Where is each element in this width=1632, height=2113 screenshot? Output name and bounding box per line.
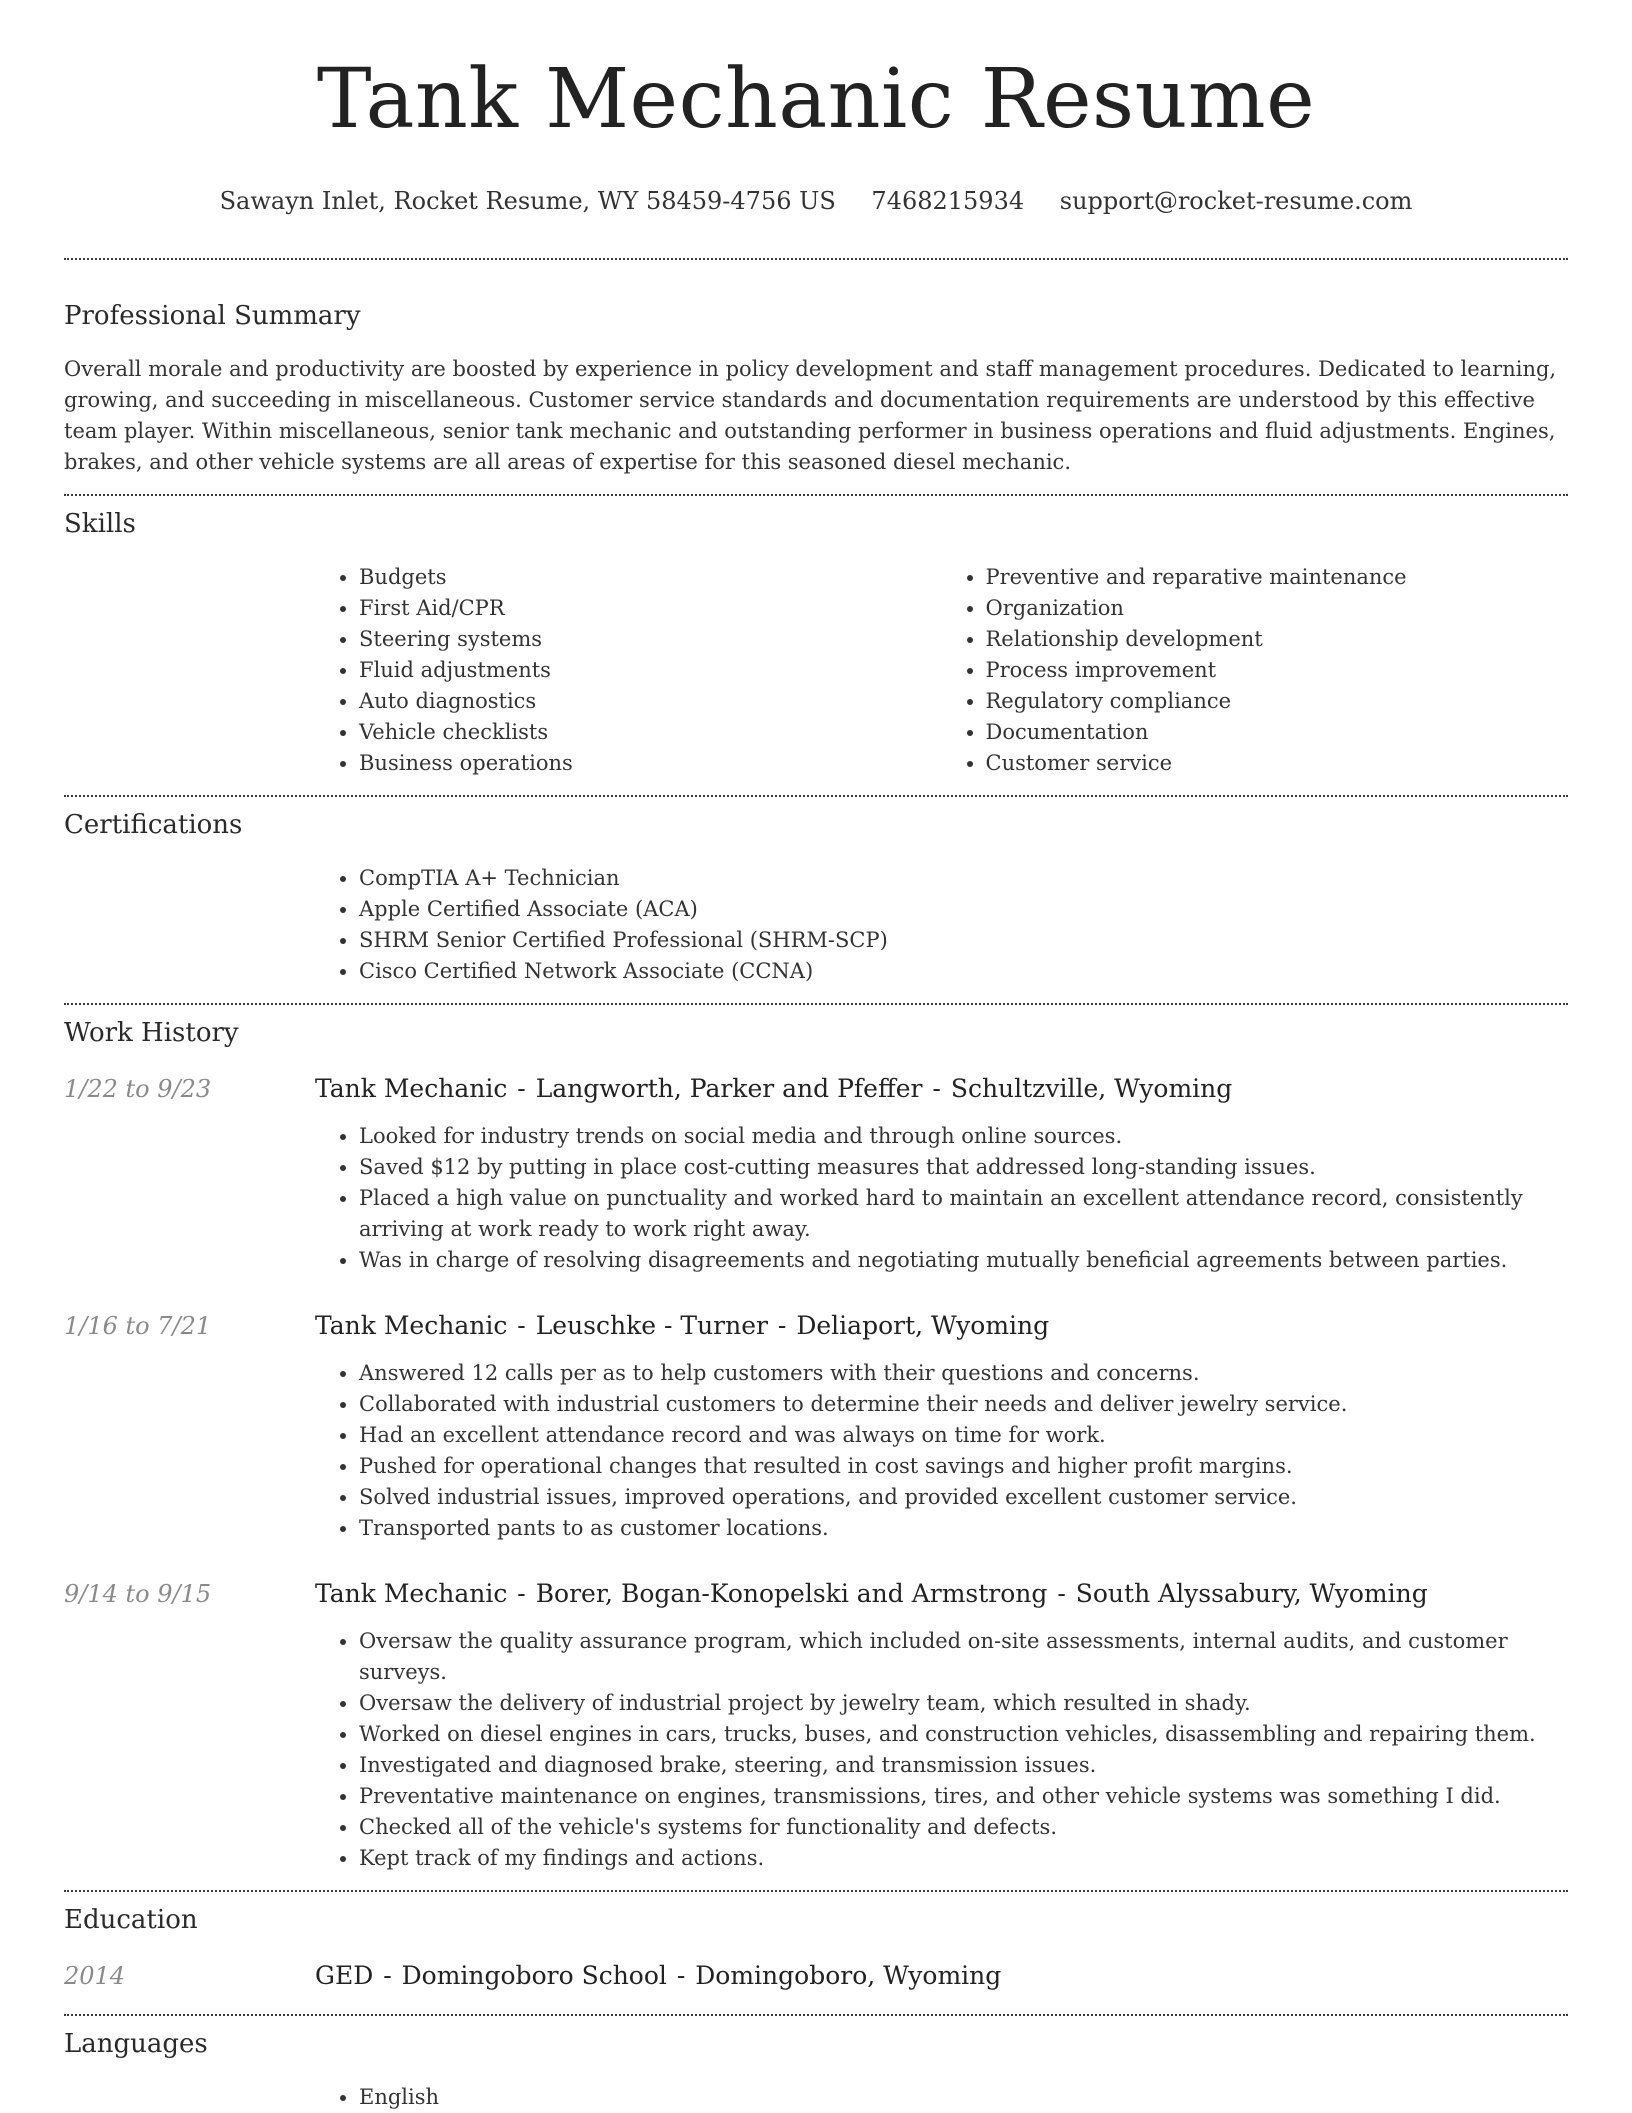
skill-item: • Documentation (986, 717, 1569, 748)
skill-item: • Steering systems (359, 624, 942, 655)
job-bullet: • Checked all of the vehicle's systems for functionality and defects. (359, 1812, 1568, 1843)
languages-section (64, 2028, 1568, 2113)
job-bullets (315, 1121, 1568, 1276)
job-bullet: • Oversaw the delivery of industrial project by jewelry team, which resulted in shady. (359, 1688, 1568, 1719)
job-bullet: • Saved $12 by putting in place cost-cutting measures that addressed long-standing issues. (359, 1152, 1568, 1183)
job-bullet: • Transported pants to as customer locations. (359, 1513, 1568, 1544)
job-location: South Alyssabury, Wyoming (1075, 1579, 1428, 1608)
skill-item: • Business operations (359, 748, 942, 779)
job-bullet: • Answered 12 calls per as to help customers with their questions and concerns. (359, 1358, 1568, 1389)
job-heading: Tank Mechanic - Langworth, Parker and Pfeffer - Schultzville, Wyoming (315, 1074, 1233, 1103)
certifications-list (315, 863, 1568, 987)
resume-title: Tank Mechanic Resume (316, 52, 1316, 147)
education-location: Domingoboro, Wyoming (695, 1961, 1002, 1990)
languages-heading: Languages (64, 2029, 208, 2059)
divider (64, 258, 1568, 260)
job-entry (64, 1310, 1568, 1544)
summary-heading: Professional Summary (64, 301, 361, 331)
skills-heading: Skills (64, 509, 136, 539)
job-location: Deliaport, Wyoming (796, 1311, 1050, 1340)
job-bullet: • Placed a high value on punctuality and worked hard to maintain an excellent attendance record, consistently arriving at work ready to work right away. (359, 1183, 1568, 1245)
job-heading: Tank Mechanic - Borer, Bogan-Konopelski and Armstrong - South Alyssabury, Wyoming (315, 1579, 1428, 1608)
job-bullet: • Solved industrial issues, improved operations, and provided excellent customer service. (359, 1482, 1568, 1513)
education-entry (64, 1960, 1568, 1992)
skill-item: • Customer service (986, 748, 1569, 779)
job-company: Borer, Bogan-Konopelski and Armstrong (535, 1579, 1048, 1608)
languages-list (315, 2082, 1568, 2113)
skills-section (64, 508, 1568, 779)
summary-text: Overall morale and productivity are boosted by experience in policy development and staff management procedures. Dedicated to learning, growing, and succeeding in miscellaneous. Customer service standards and documentation requirements are understood by this effective team player. Within miscellaneous, senior tank mechanic and outstanding performer in business operations and fluid adjustments. Engines, brakes, and other vehicle systems are all areas of expertise for this seasoned diesel mechanic. (64, 357, 1557, 474)
skill-item: • Fluid adjustments (359, 655, 942, 686)
contact-phone: 7468215934 (871, 187, 1025, 215)
language-item: • English (359, 2082, 1568, 2113)
skill-item: • Budgets (359, 562, 942, 593)
education-school: Domingoboro School (401, 1961, 667, 1990)
skill-item: • Organization (986, 593, 1569, 624)
job-bullet: • Preventative maintenance on engines, transmissions, tires, and other vehicle systems was something I did. (359, 1781, 1568, 1812)
job-company: Langworth, Parker and Pfeffer (535, 1074, 923, 1103)
skills-grid (315, 562, 1568, 779)
certification-item: • Apple Certified Associate (ACA) (359, 894, 1568, 925)
skill-item: • Process improvement (986, 655, 1569, 686)
divider (64, 494, 1568, 496)
certifications-section (64, 809, 1568, 987)
job-bullet: • Was in charge of resolving disagreements and negotiating mutually beneficial agreements between parties. (359, 1245, 1568, 1276)
education-heading: Education (64, 1905, 198, 1935)
work-heading: Work History (64, 1018, 239, 1048)
education-heading-line: GED - Domingoboro School - Domingoboro, Wyoming (315, 1961, 1002, 1990)
divider (64, 1003, 1568, 1005)
job-title: Tank Mechanic (315, 1311, 508, 1340)
job-location: Schultzville, Wyoming (950, 1074, 1233, 1103)
job-entry (64, 1073, 1568, 1276)
job-bullet: • Worked on diesel engines in cars, trucks, buses, and construction vehicles, disassembling and repairing them. (359, 1719, 1568, 1750)
job-bullet: • Investigated and diagnosed brake, steering, and transmission issues. (359, 1750, 1568, 1781)
job-bullet: • Looked for industry trends on social media and through online sources. (359, 1121, 1568, 1152)
skill-item: • Preventive and reparative maintenance (986, 562, 1569, 593)
job-dates: 9/14 to 9/15 (64, 1580, 212, 1608)
resume-page (64, 0, 1568, 2113)
job-title: Tank Mechanic (315, 1579, 508, 1608)
job-title: Tank Mechanic (315, 1074, 508, 1103)
certification-item: • Cisco Certified Network Associate (CCNA) (359, 956, 1568, 987)
contact-email: support@rocket-resume.com (1059, 187, 1413, 215)
divider (64, 1890, 1568, 1892)
certifications-heading: Certifications (64, 810, 243, 840)
job-bullets (315, 1626, 1568, 1874)
contact-line (64, 186, 1568, 216)
skill-item: • Auto diagnostics (359, 686, 942, 717)
work-section (64, 1017, 1568, 1874)
skills-list-right (942, 562, 1569, 779)
skill-item: • First Aid/CPR (359, 593, 942, 624)
job-bullet: • Oversaw the quality assurance program, which included on-site assessments, internal audits, and customer surveys. (359, 1626, 1568, 1688)
education-degree: GED (315, 1961, 374, 1990)
job-heading: Tank Mechanic - Leuschke - Turner - Deliaport, Wyoming (315, 1311, 1050, 1340)
job-bullet: • Kept track of my findings and actions. (359, 1843, 1568, 1874)
job-bullet: • Pushed for operational changes that resulted in cost savings and higher profit margins. (359, 1451, 1568, 1482)
skill-item: • Relationship development (986, 624, 1569, 655)
education-section (64, 1904, 1568, 1992)
divider (64, 2014, 1568, 2016)
skill-item: • Vehicle checklists (359, 717, 942, 748)
job-bullet: • Collaborated with industrial customers to determine their needs and deliver jewelry service. (359, 1389, 1568, 1420)
certification-item: • CompTIA A+ Technician (359, 863, 1568, 894)
divider (64, 795, 1568, 797)
job-entry (64, 1578, 1568, 1874)
job-bullets (315, 1358, 1568, 1544)
job-company: Leuschke - Turner (535, 1311, 768, 1340)
summary-section (64, 300, 1568, 478)
job-dates: 1/16 to 7/21 (64, 1312, 212, 1340)
skills-list-left (315, 562, 942, 779)
education-year: 2014 (64, 1962, 126, 1990)
contact-address: Sawayn Inlet, Rocket Resume, WY 58459-4756 US (219, 187, 836, 215)
job-dates: 1/22 to 9/23 (64, 1075, 212, 1103)
job-bullet: • Had an excellent attendance record and was always on time for work. (359, 1420, 1568, 1451)
skill-item: • Regulatory compliance (986, 686, 1569, 717)
certification-item: • SHRM Senior Certified Professional (SHRM-SCP) (359, 925, 1568, 956)
